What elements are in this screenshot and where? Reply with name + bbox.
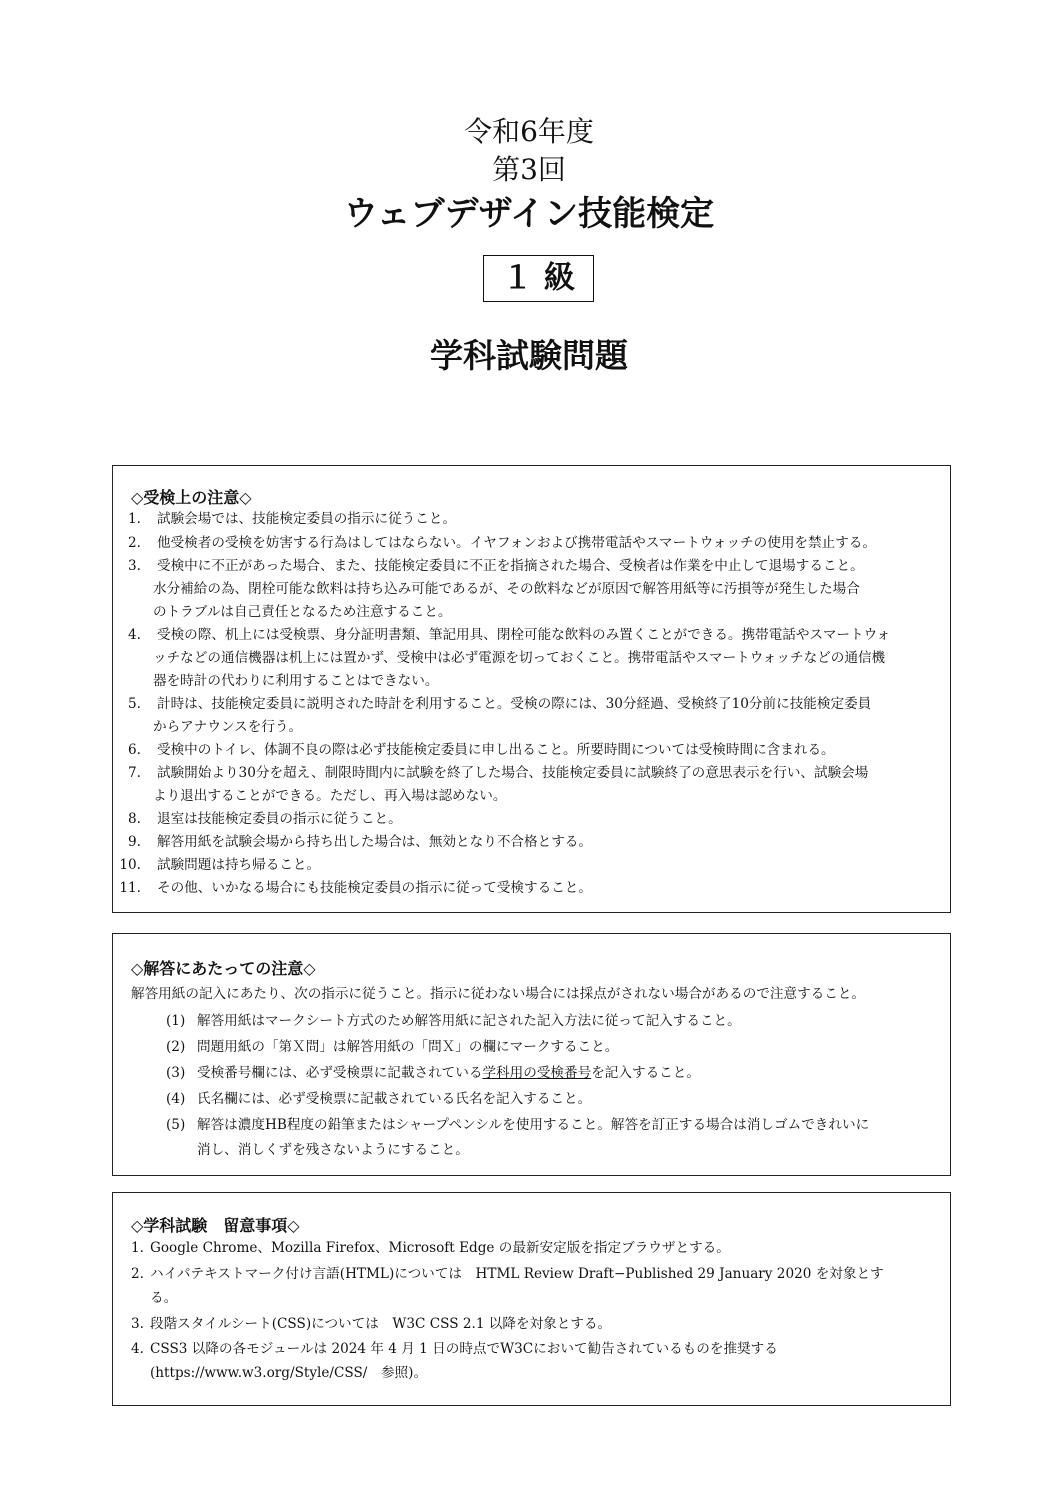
- answer-notes-intro: 解答用紙の記入にあたり、次の指示に従うこと。指示に従わない場合には採点がされない場合があるので注意すること。: [131, 986, 866, 1002]
- item-text: ハイパテキストマーク付け言語(HTML)については HTML Review Draft−Published 29 January 2020 を対象とす: [150, 1266, 884, 1282]
- exam-year: 令和6年度: [464, 115, 594, 148]
- item-text: 氏名欄には、必ず受検票に記載されている氏名を記入すること。: [197, 1091, 592, 1107]
- subject-title: 学科試験問題: [430, 336, 628, 375]
- item-text: からアナウンスを行う。: [153, 719, 303, 735]
- item-number: (5): [166, 1117, 186, 1133]
- item-number: (2): [166, 1039, 186, 1055]
- item-text: Google Chrome、Mozilla Firefox、Microsoft Edge の最新安定版を指定ブラウザとする。: [150, 1240, 730, 1256]
- item-number: 5.: [128, 696, 141, 712]
- item-text-post: を記入すること。: [591, 1065, 700, 1081]
- item-number: 11.: [119, 880, 141, 896]
- item-text: 解答は濃度HB程度の鉛筆またはシャープペンシルを使用すること。解答を訂正する場合は消しゴムできれいに: [197, 1117, 870, 1133]
- item-number: (1): [166, 1013, 186, 1029]
- item-text: 消し、消しくずを残さないようにすること。: [197, 1142, 469, 1158]
- item-text: 解答用紙を試験会場から持ち出した場合は、無効となり不合格とする。: [157, 834, 592, 850]
- underlined-text: 学科用の受検番号: [482, 1065, 592, 1081]
- item-text: より退出することができる。ただし、再入場は認めない。: [153, 788, 507, 804]
- item-number: 2.: [131, 1266, 144, 1282]
- item-number: 4.: [131, 1341, 144, 1357]
- item-number: (3): [166, 1065, 186, 1081]
- item-number: 7.: [128, 765, 141, 781]
- written-exam-notes-box: [112, 1192, 951, 1406]
- item-text: 問題用紙の「第Ｘ問」は解答用紙の「問Ｘ」の欄にマークすること。: [197, 1039, 619, 1055]
- item-text: 計時は、技能検定委員に説明された時計を利用すること。受検の際には、30分経過、受検終了10分前に技能検定委員: [157, 696, 872, 712]
- item-text: る。: [150, 1290, 178, 1306]
- item-number: 8.: [128, 811, 141, 827]
- item-number: 3.: [128, 558, 141, 574]
- grade-box: １ 級: [483, 255, 594, 302]
- item-text: 試験会場では、技能検定委員の指示に従うこと。: [157, 511, 457, 527]
- item-text: (https://www.w3.org/Style/CSS/ 参照)。: [150, 1365, 428, 1381]
- item-number: 9.: [128, 834, 141, 850]
- item-text: 試験開始より30分を超え、制限時間内に試験を終了した場合、技能検定委員に試験終了の意思表示を行い、試験会場: [157, 765, 869, 781]
- item-text: 試験問題は持ち帰ること。: [157, 857, 321, 873]
- item-text: 受検の際、机上には受検票、身分証明書類、筆記用具、閉栓可能な飲料のみ置くことができる。携帯電話やスマートウォ: [157, 627, 891, 643]
- exam-notes-title: ◇受検上の注意◇: [131, 488, 252, 507]
- item-number: 3.: [131, 1316, 144, 1332]
- item-text: 水分補給の為、閉栓可能な飲料は持ち込み可能であるが、その飲料などが原因で解答用紙等に汚損等が発生した場合: [153, 581, 860, 597]
- item-text: その他、いかなる場合にも技能検定委員の指示に従って受検すること。: [157, 880, 592, 896]
- item-text: 受検中のトイレ、体調不良の際は必ず技能検定委員に申し出ること。所要時間については受検時間に含まれる。: [157, 742, 835, 758]
- answer-notes-box: [112, 933, 951, 1176]
- exam-title: ウェブデザイン技能検定: [343, 194, 715, 234]
- item-number: 10.: [119, 857, 141, 873]
- item-text: 器を時計の代わりに利用することはできない。: [153, 673, 439, 689]
- item-number: 4.: [128, 627, 141, 643]
- item-text: のトラブルは自己責任となるため注意すること。: [153, 604, 452, 620]
- item-text: 解答用紙はマークシート方式のため解答用紙に記された記入方法に従って記入すること。: [197, 1013, 741, 1029]
- exam-notes-box: [112, 465, 951, 913]
- item-number: 2.: [128, 535, 141, 551]
- item-text: 退室は技能検定委員の指示に従うこと。: [157, 811, 402, 827]
- item-text: 受検中に不正があった場合、また、技能検定委員に不正を指摘された場合、受検者は作業を中止して退場すること。: [157, 558, 864, 574]
- written-exam-notes-title: ◇学科試験 留意事項◇: [131, 1216, 300, 1235]
- item-text: CSS3 以降の各モジュールは 2024 年 4 月 1 日の時点でW3Cにおいて勧告されているものを推奨する: [150, 1341, 778, 1357]
- item-text: 段階スタイルシート(CSS)については W3C CSS 2.1 以降を対象とする。: [150, 1316, 612, 1332]
- item-number: 1.: [131, 1240, 144, 1256]
- item-text-pre: 受検番号欄には、必ず受検票に記載されている: [197, 1065, 483, 1081]
- answer-notes-title: ◇解答にあたっての注意◇: [131, 959, 316, 978]
- exam-round: 第3回: [492, 153, 566, 186]
- item-number: 1.: [128, 511, 141, 527]
- item-text: [197, 1063, 700, 1083]
- item-number: (4): [166, 1091, 186, 1107]
- item-text: 他受検者の受検を妨害する行為はしてはならない。イヤフォンおよび携帯電話やスマートウォッチの使用を禁止する。: [157, 535, 876, 551]
- item-number: 6.: [128, 742, 141, 758]
- item-text: ッチなどの通信機器は机上には置かず、受検中は必ず電源を切っておくこと。携帯電話やスマートウォッチなどの通信機: [153, 650, 886, 666]
